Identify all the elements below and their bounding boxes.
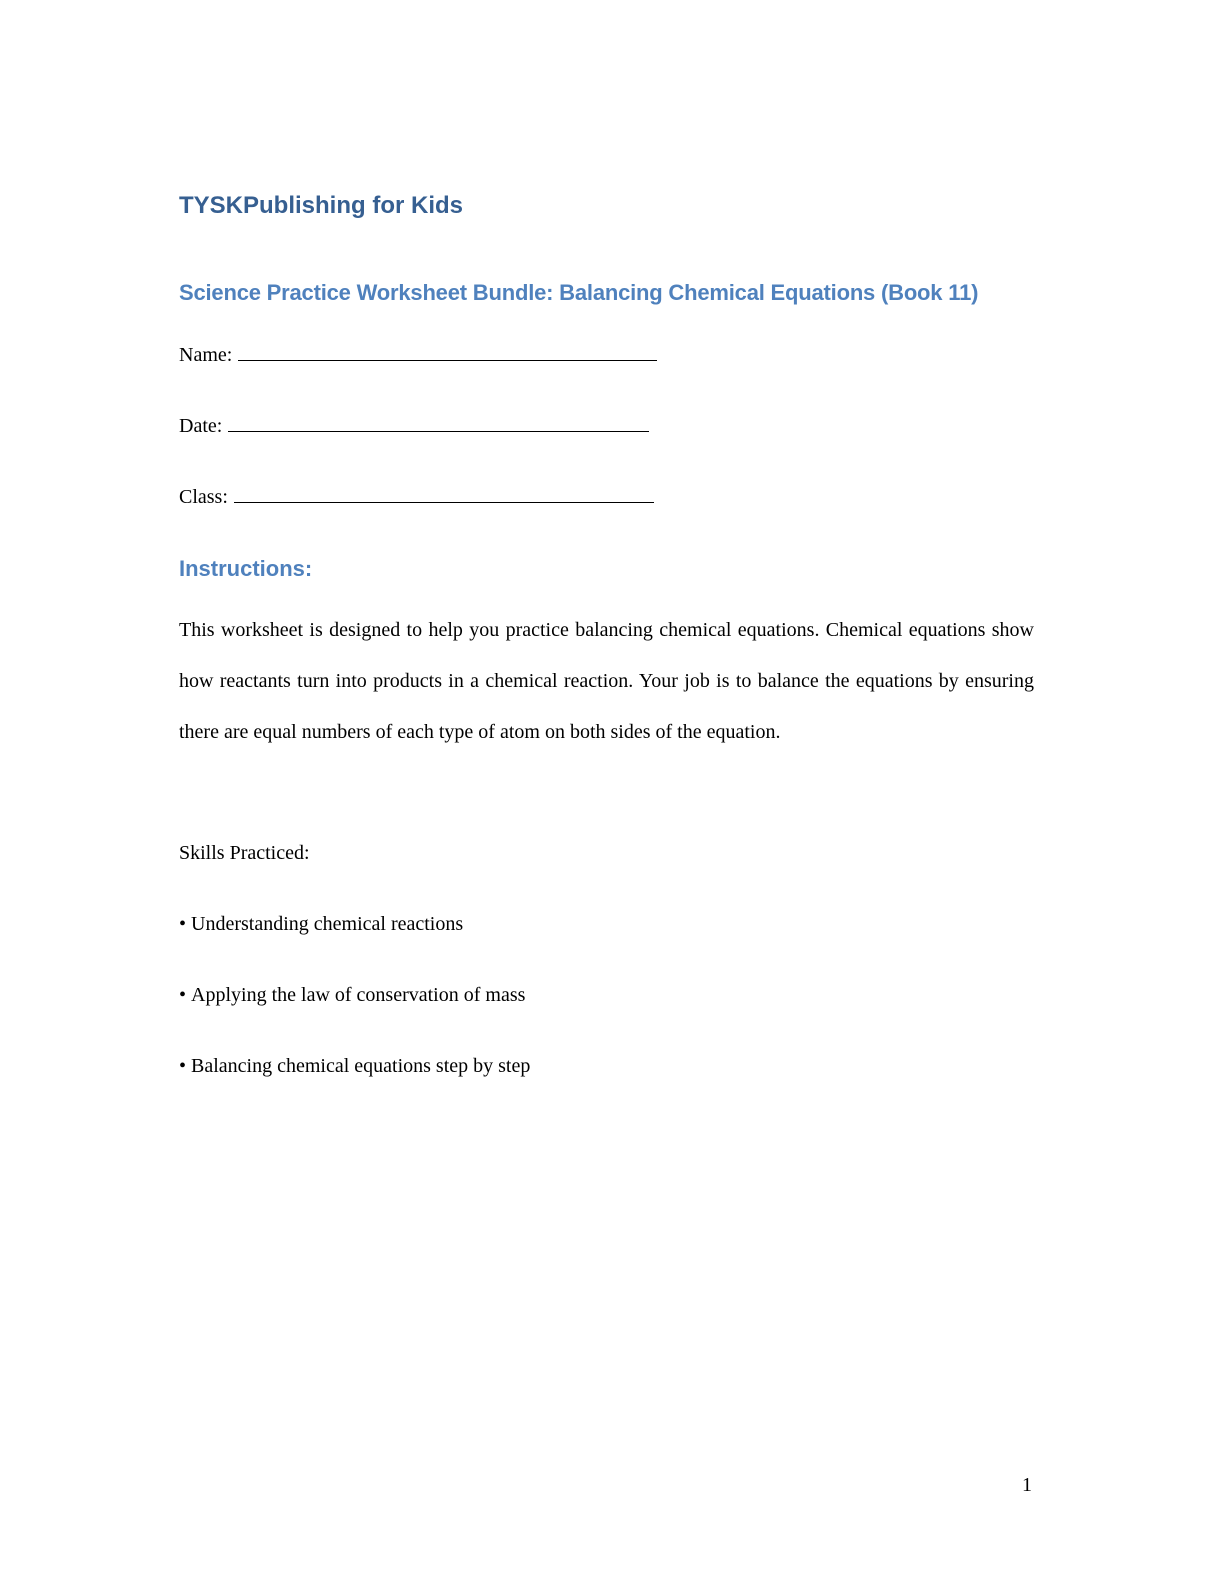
worksheet-title: Science Practice Worksheet Bundle: Balancing Chemical Equations (Book 11) (179, 280, 979, 305)
instructions-heading: Instructions: (179, 556, 313, 581)
date-field (179, 413, 649, 438)
page-number: 1 (1022, 1474, 1032, 1496)
bullet-icon: • (179, 913, 187, 935)
class-blank-line[interactable] (234, 484, 654, 503)
skill-item-text: Balancing chemical equations step by step (191, 1055, 531, 1077)
date-blank-line[interactable] (228, 413, 649, 432)
skill-item (179, 1055, 530, 1078)
skill-item-text: Understanding chemical reactions (191, 913, 464, 935)
skill-item (179, 984, 525, 1007)
class-label: Class: (179, 486, 228, 508)
class-field (179, 484, 654, 509)
bullet-icon: • (179, 1055, 187, 1077)
publisher-heading: TYSKPublishing for Kids (179, 192, 464, 219)
bullet-icon: • (179, 984, 187, 1006)
skills-heading: Skills Practiced: (179, 842, 310, 864)
skill-item (179, 913, 463, 936)
name-field (179, 342, 657, 367)
date-label: Date: (179, 415, 223, 437)
name-blank-line[interactable] (238, 342, 657, 361)
instructions-paragraph: This worksheet is designed to help you practice balancing chemical equations. Chemical equations show how reactants turn into products in a chemical reaction. Your job is to balance the equations by ensuring there are equal numbers of each type of atom on both sides of the equation. (179, 619, 1034, 743)
skill-item-text: Applying the law of conservation of mass (191, 984, 526, 1006)
name-label: Name: (179, 344, 233, 366)
